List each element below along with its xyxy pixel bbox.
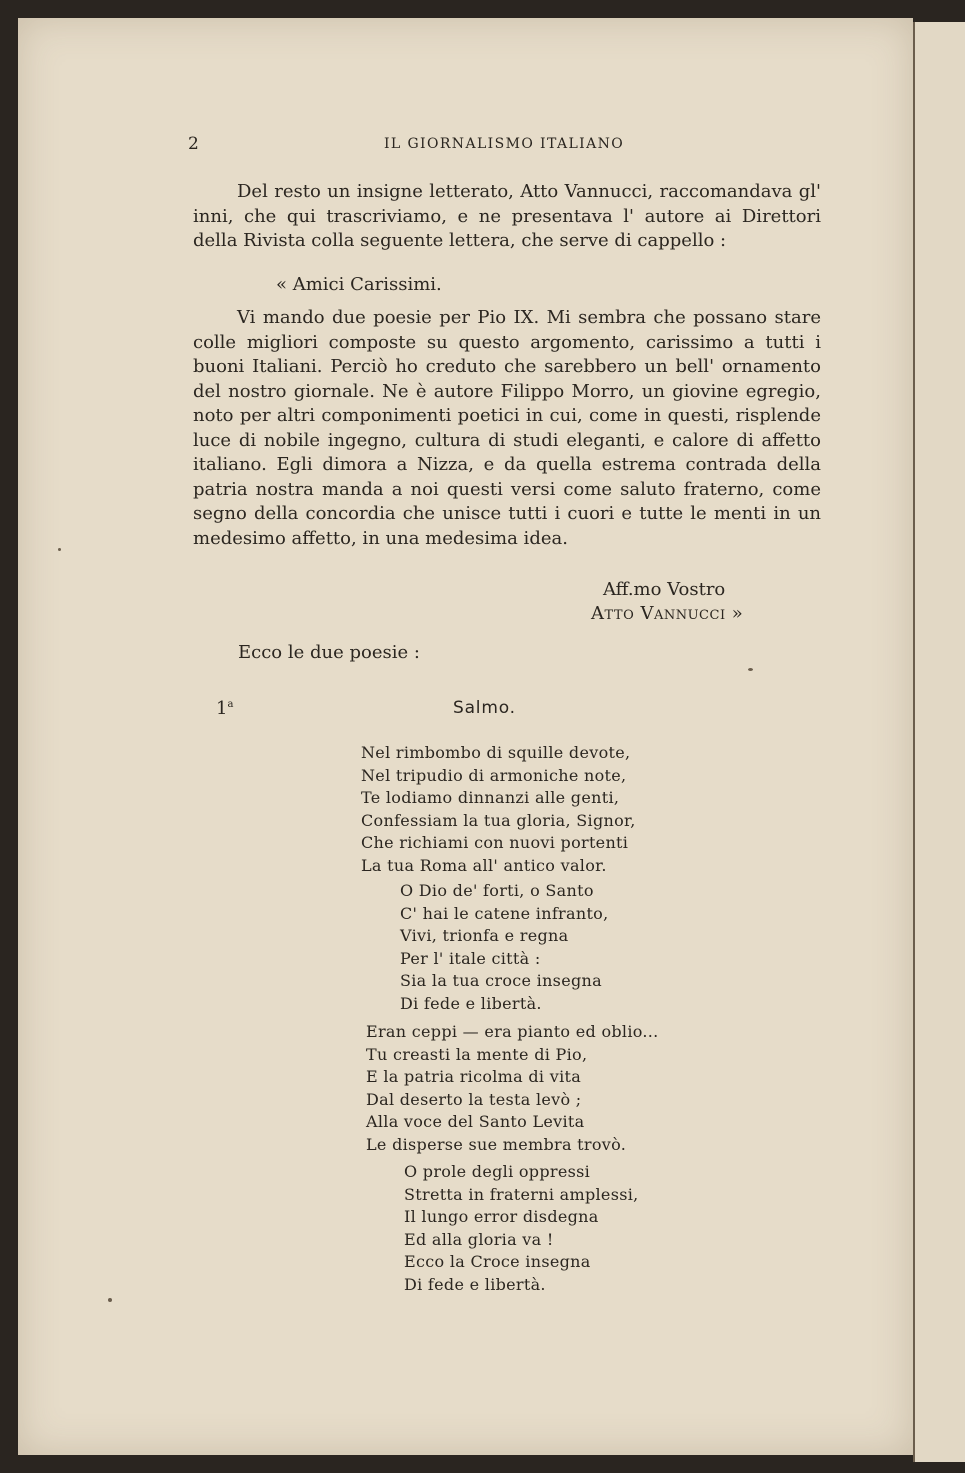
verse-line: Nel rimbombo di squille devote, [361, 743, 631, 762]
letter-body: Vi mando due poesie per Pio IX. Mi sembra che possano stare colle migliori composte su questo argomento, carissimo a tutti i buoni Italiani. Perciò ho creduto che sarebbero un bell' ornamento del nostro giornale. Ne è autore Filippo Morro, un giovine egregio, noto per altri componimenti poetici in cui, come in questi, risplende luce di nobile ingegno, cultura di studi eleganti, e calore di affetto italiano. Egli dimora a Nizza, e da quella estrema contrada della patria nostra manda a noi questi versi come saluto fraterno, come segno della concordia che unisce tutti i cuori e tutte le menti in un medesimo affetto, in una medesima idea. [193, 307, 821, 549]
verse-line: Stretta in fraterni amplessi, [404, 1184, 639, 1204]
letter-signature: Atto Vannucci » [591, 603, 744, 624]
verse-line: Di fede e libertà. [400, 993, 542, 1013]
verse-line: Eran ceppi — era pianto ed oblio... [366, 1022, 659, 1041]
verse-line: Alla voce del Santo Levita [366, 1112, 585, 1131]
verse-line: Ed alla gloria va ! [404, 1229, 554, 1249]
verse-line: Dal deserto la testa levò ; [366, 1089, 582, 1109]
verse-line: Che richiami con nuovi portenti [361, 833, 629, 852]
letter-salutation: « Amici Carissimi. [276, 274, 442, 295]
letter-closing: Aff.mo Vostro [603, 579, 726, 600]
verse-line: O Dio de' forti, o Santo [400, 881, 594, 900]
paper-speck [748, 668, 753, 671]
stanza-2 [366, 1021, 659, 1156]
paper-speck [108, 1298, 112, 1302]
verse-line: Le disperse sue membra trovò. [366, 1134, 627, 1154]
refrain-1 [400, 880, 609, 1015]
verse-line: Te lodiamo dinnanzi alle genti, [361, 788, 620, 807]
poem-number: 1$^a$ [216, 698, 234, 719]
book-page [18, 18, 913, 1455]
page-number: 2 [188, 134, 200, 154]
verse-line: E la patria ricolma di vita [366, 1067, 582, 1086]
verse-line: C' hai le catene infranto, [400, 903, 609, 923]
poem-title: Salmo. [453, 698, 516, 718]
intro-paragraph: Del resto un insigne letterato, Atto Vannucci, raccomandava gl' inni, che qui trascriviamo, e ne presentava l' autore ai Direttori della Rivista colla seguente lettera, che serve di cappello : [193, 181, 821, 251]
verse-line: Nel tripudio di armoniche note, [361, 765, 627, 785]
refrain-2 [404, 1161, 639, 1296]
verse-line: O prole degli oppressi [404, 1162, 591, 1181]
paper-speck [58, 548, 61, 551]
verse-line: Per l' itale città : [400, 948, 541, 968]
running-title: IL GIORNALISMO ITALIANO [384, 136, 625, 152]
verse-line: Di fede e libertà. [404, 1274, 546, 1294]
facing-page-edge [913, 22, 965, 1462]
verse-line: La tua Roma all' antico valor. [361, 855, 607, 875]
ecco-line: Ecco le due poesie : [238, 642, 420, 663]
verse-line: Il lungo error disdegna [404, 1207, 599, 1226]
verse-line: Confessiam la tua gloria, Signor, [361, 810, 636, 830]
page-header [18, 134, 913, 156]
verse-line: Tu creasti la mente di Pio, [366, 1044, 588, 1064]
verse-line: Ecco la Croce insegna [404, 1252, 591, 1271]
stanza-1 [361, 742, 636, 877]
verse-line: Sia la tua croce insegna [400, 971, 602, 990]
verse-line: Vivi, trionfa e regna [400, 926, 569, 945]
